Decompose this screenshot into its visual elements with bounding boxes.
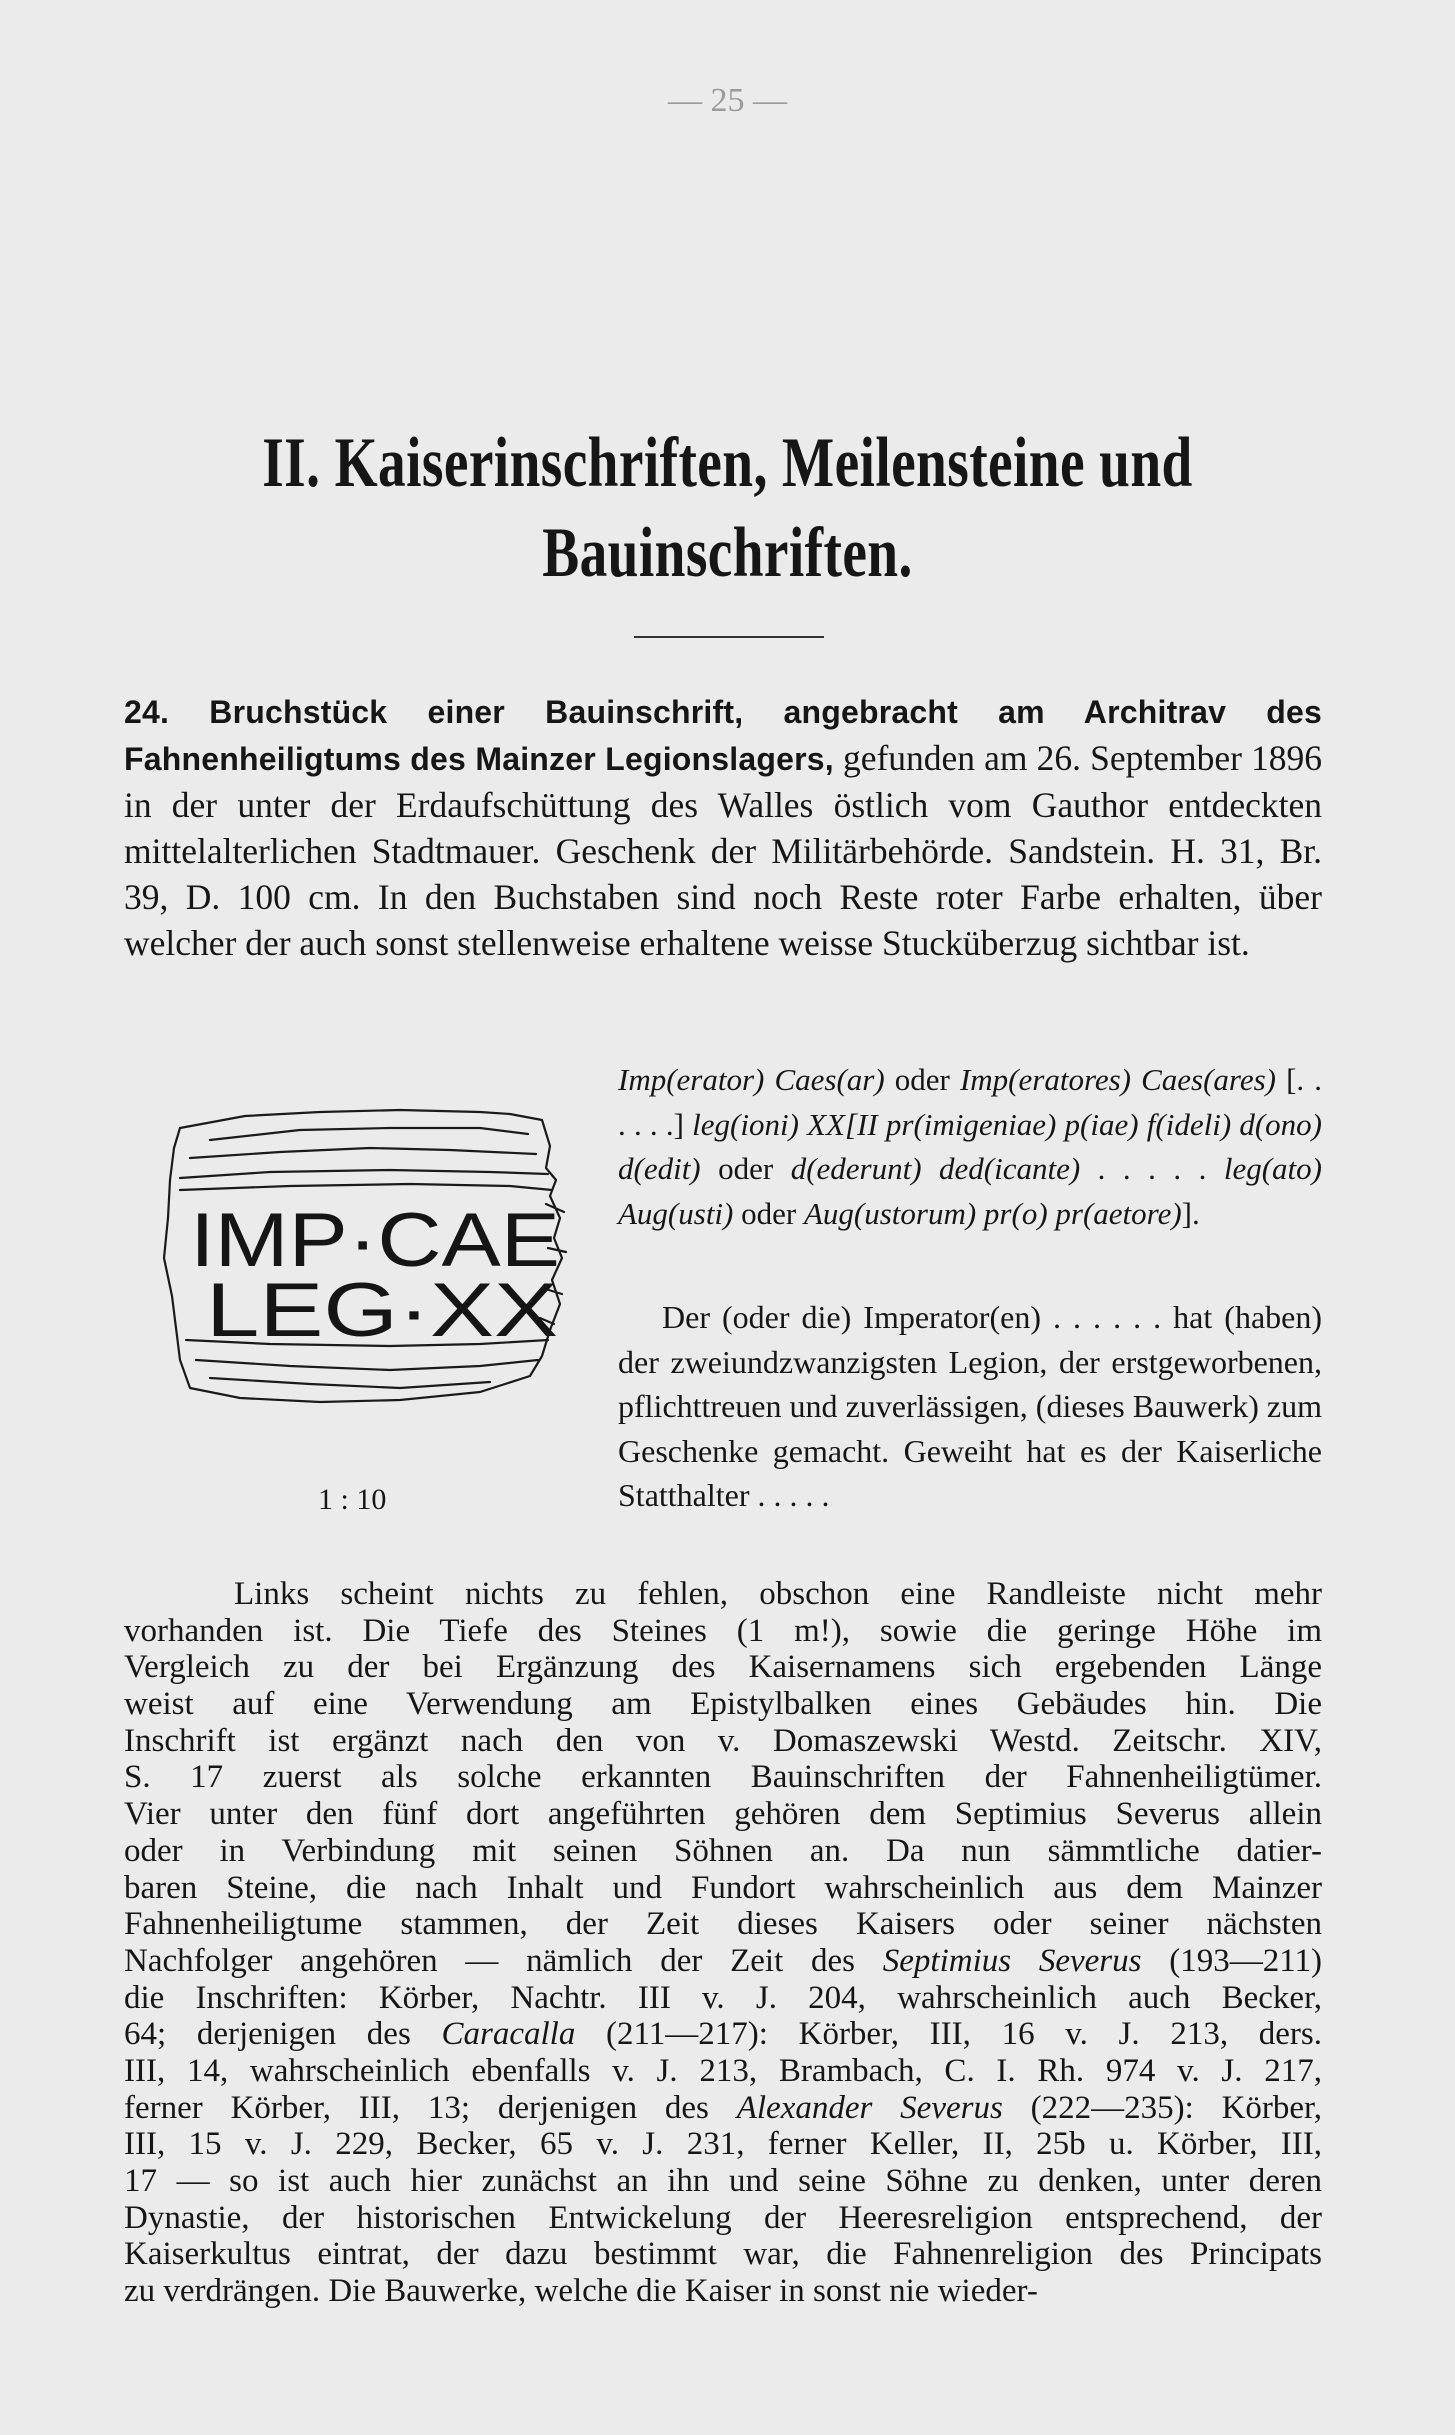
transcription-part (764, 1062, 774, 1097)
section-title (254, 418, 1202, 598)
transcription-part: oder (884, 1062, 960, 1097)
commentary-line: S. 17 zuerst als solche erkannten Bauinschriften der Fahnenheiligtümer. (124, 1759, 1322, 1796)
transcription-part: [. . . . . .] (618, 1062, 1323, 1142)
inscription-line-1: IMP·CAE (190, 1198, 560, 1283)
inscription-fragment-drawing (150, 1108, 590, 1408)
entry-heading: 24. Bruchstück einer Bauinschrift, angebracht am Architrav des Fahnenheiligtums des Mainzer Legionslagers, (124, 694, 1322, 777)
commentary-line: die Inschriften: Körber, Nachtr. III v. J. 204, wahrscheinlich auch Becker, (124, 1979, 1322, 2016)
commentary-line: Vergleich zu der bei Ergänzung des Kaisernamens sich ergebenden Länge (124, 1649, 1322, 1686)
transcription-part: Imp(eratores) Caes(ares) (959, 1062, 1276, 1097)
transcription-part: . . . . . (1080, 1151, 1224, 1186)
commentary-line: Kaiserkultus eintrat, der dazu bestimmt war, die Fahnenreligion des Principats (124, 2236, 1322, 2273)
commentary-line: Links scheint nichts zu fehlen, obschon eine Randleiste nicht mehr (234, 1576, 1322, 1612)
commentary-line: ferner Körber, III, 13; derjenigen des Alexander Severus (222—235): Körber, (124, 2089, 1322, 2126)
commentary-line: vorhanden ist. Die Tiefe des Steines (1 m!), sowie die geringe Höhe im (124, 1612, 1322, 1649)
transcription-part: Aug(ustorum) pr(o) pr(aetore) (803, 1195, 1182, 1231)
commentary-line: III, 14, wahrscheinlich ebenfalls v. J. 213, Brambach, C. I. Rh. 974 v. J. 217, (124, 2052, 1322, 2089)
commentary-line: zu verdrängen. Die Bauwerke, welche die Kaiser in sonst nie wieder- (124, 2273, 1038, 2310)
title-divider (634, 636, 824, 638)
figure-scale: 1 : 10 (318, 1483, 387, 1516)
entry-body: gefunden am 26. September 1896 in der unter der Erdaufschüttung des Walles östlich vom Gauthor entdeckten mittelalterlichen Stadtmauer. Geschenk der Militärbehörde. Sandstein. H. 31, Br. 39, D. 100 cm. In den Buchstaben sind noch Reste roter Farbe erhalten, über welcher der auch sonst stellenweise erhaltene weisse Stucküberzug sichtbar ist. (124, 738, 1323, 963)
commentary-line: Inschrift ist ergänzt nach den von v. Domaszewski Westd. Zeitschr. XIV, (124, 1722, 1322, 1759)
commentary-line: Dynastie, der historischen Entwickelung der Heeresreligion entsprechend, der (124, 2199, 1322, 2236)
entry-description (124, 688, 1322, 966)
commentary-line: Fahnenheiligtume stammen, der Zeit dieses Kaisers oder seiner nächsten (124, 1906, 1322, 1943)
page-number: — 25 — (668, 82, 787, 119)
commentary-line: oder in Verbindung mit seinen Söhnen an. Da nun sämmtliche datier- (124, 1832, 1322, 1869)
commentary-line: Nachfolger angehören — nämlich der Zeit des Septimius Severus (193—211) (124, 1942, 1323, 1979)
commentary-line: 17 — so ist auch hier zunächst an ihn und seine Söhne zu denken, unter deren (124, 2163, 1322, 2199)
commentary-line: Vier unter den fünf dort angeführten gehören dem Septimius Severus allein (124, 1796, 1322, 1833)
commentary-line: 64; derjenigen des Caracalla (211—217): Körber, III, 16 v. J. 213, ders. (124, 2016, 1322, 2053)
inscription-transcription (618, 1058, 1322, 1236)
section-title-line-2: Bauinschriften. (542, 514, 913, 592)
transcription-part: d(ederunt) ded(icante) (790, 1151, 1081, 1186)
transcription-part: oder (700, 1151, 791, 1186)
transcription-part: Caes(ar) (774, 1062, 885, 1097)
commentary (124, 1576, 1322, 2310)
inscription-line-2: LEG·XX (206, 1268, 558, 1353)
transcription-part: leg(ato) Aug(usti) (618, 1151, 1322, 1231)
commentary-line: weist auf eine Verwendung am Epistylbalken eines Gebäudes hin. Die (124, 1686, 1322, 1723)
commentary-line: III, 15 v. J. 229, Becker, 65 v. J. 231, ferner Keller, II, 25b u. Körber, III, (124, 2126, 1322, 2163)
transcription-part: leg(ioni) XX[II pr(imigeniae) p(iae) f(ideli) d(ono) d(edit) (618, 1106, 1322, 1186)
commentary-line: baren Steine, die nach Inhalt und Fundort wahrscheinlich aus dem Mainzer (124, 1869, 1322, 1906)
translation-text: Der (oder die) Imperator(en) . . . . . . hat (haben) der zweiundzwanzigsten Legion, der erstgeworbenen, pflichttreuen und zuverlässigen, (dieses Bauwerk) zum Geschenke gemacht. Geweiht hat es der Kaiserliche Statthalter . . . . . (618, 1299, 1322, 1513)
transcription-part: Imp(erator) (618, 1062, 765, 1097)
inscription-translation (618, 1295, 1322, 1518)
section-title-line-1: II. Kaiserinschriften, Meilensteine und (262, 424, 1193, 502)
transcription-part: ]. (1181, 1195, 1200, 1231)
transcription-part: oder (733, 1195, 804, 1231)
